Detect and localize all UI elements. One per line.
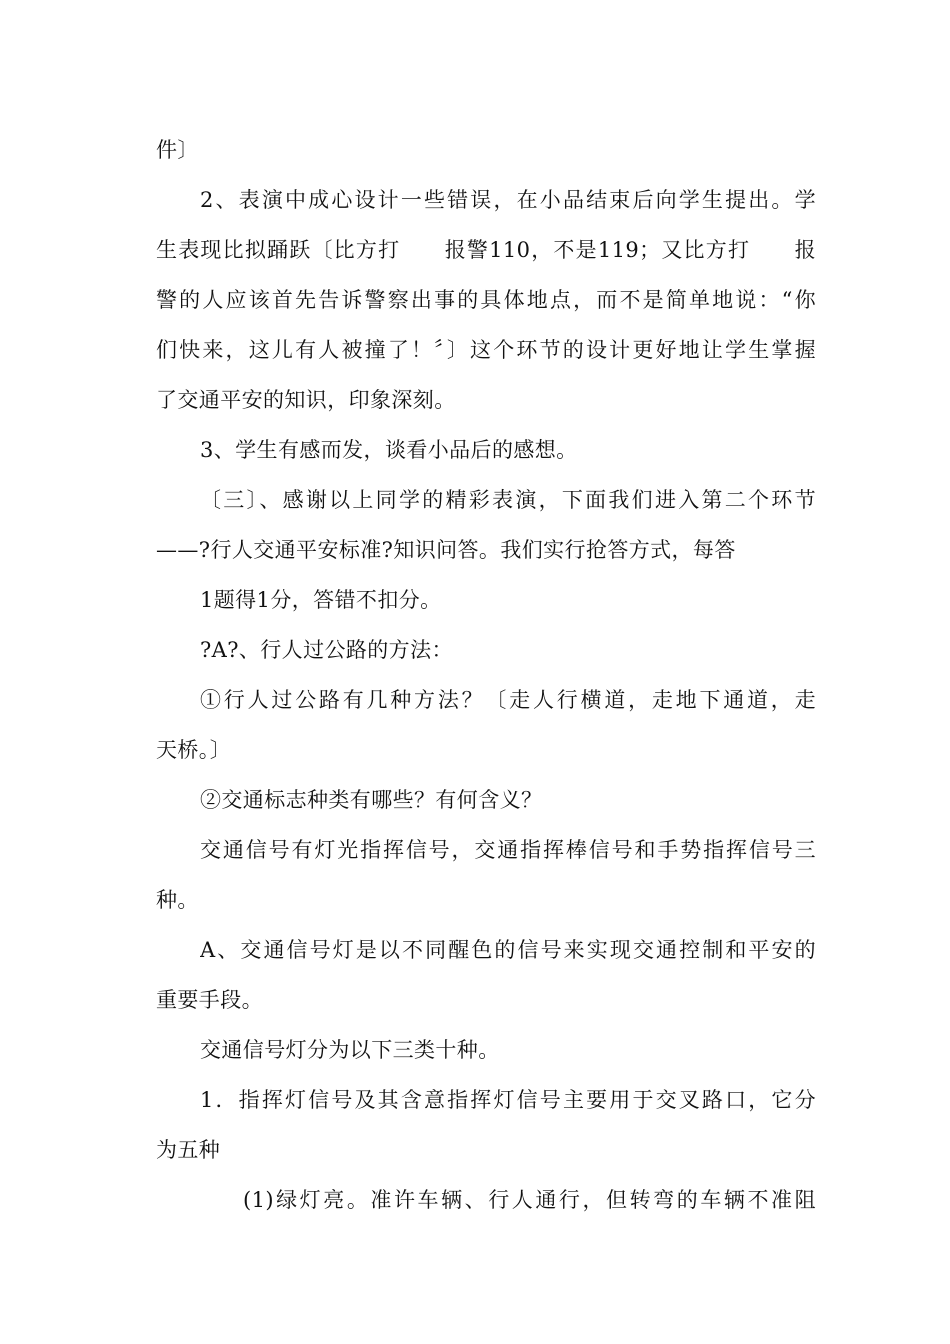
text-line-4: 警的人应该首先告诉警察出事的具体地点，而不是简单地说：“你 — [156, 288, 816, 312]
text-line-12: ①行人过公路有几种方法？〔走人行横道，走地下通道，走 — [200, 688, 816, 712]
text-line-16: 种。 — [156, 888, 199, 912]
text-line-15: 交通信号有灯光指挥信号，交通指挥棒信号和手势指挥信号三 — [200, 838, 816, 862]
text-line-7: 3、学生有感而发，谈看小品后的感想。 — [200, 438, 578, 462]
text-line-1: 件〕 — [156, 138, 199, 162]
text-line-20: 1．指挥灯信号及其含意指挥灯信号主要用于交叉路口，它分 — [200, 1088, 816, 1112]
text-line-8: 〔三〕、感谢以上同学的精彩表演，下面我们进入第二个环节 — [200, 488, 816, 512]
text-line-11: ?A?、行人过公路的方法： — [200, 638, 453, 662]
text-line-9: ——?行人交通平安标准?知识问答。我们实行抢答方式，每答 — [156, 538, 736, 562]
text-line-22: (1)绿灯亮。准许车辆、行人通行，但转弯的车辆不准阻 — [243, 1188, 816, 1212]
text-line-14: ②交通标志种类有哪些？有何含义？ — [200, 788, 543, 812]
text-line-17: A、交通信号灯是以不同醒色的信号来实现交通控制和平安的 — [200, 938, 816, 962]
text-line-2: 2、表演中成心设计一些错误，在小品结束后向学生提出。学 — [200, 188, 816, 212]
text-line-6: 了交通平安的知识，印象深刻。 — [156, 388, 456, 412]
text-line-18: 重要手段。 — [156, 988, 263, 1012]
text-line-10: 1题得1分，答错不扣分。 — [200, 588, 442, 612]
text-line-21: 为五种 — [156, 1138, 221, 1162]
text-line-13: 天桥。〕 — [156, 738, 232, 762]
text-line-3: 生表现比拟踊跃〔比方打 报警110，不是119；又比方打 报 — [156, 238, 816, 262]
text-line-5: 们快来，这儿有人被撞了！〞〕这个环节的设计更好地让学生掌握 — [156, 338, 816, 362]
text-line-19: 交通信号灯分为以下三类十种。 — [200, 1038, 500, 1062]
